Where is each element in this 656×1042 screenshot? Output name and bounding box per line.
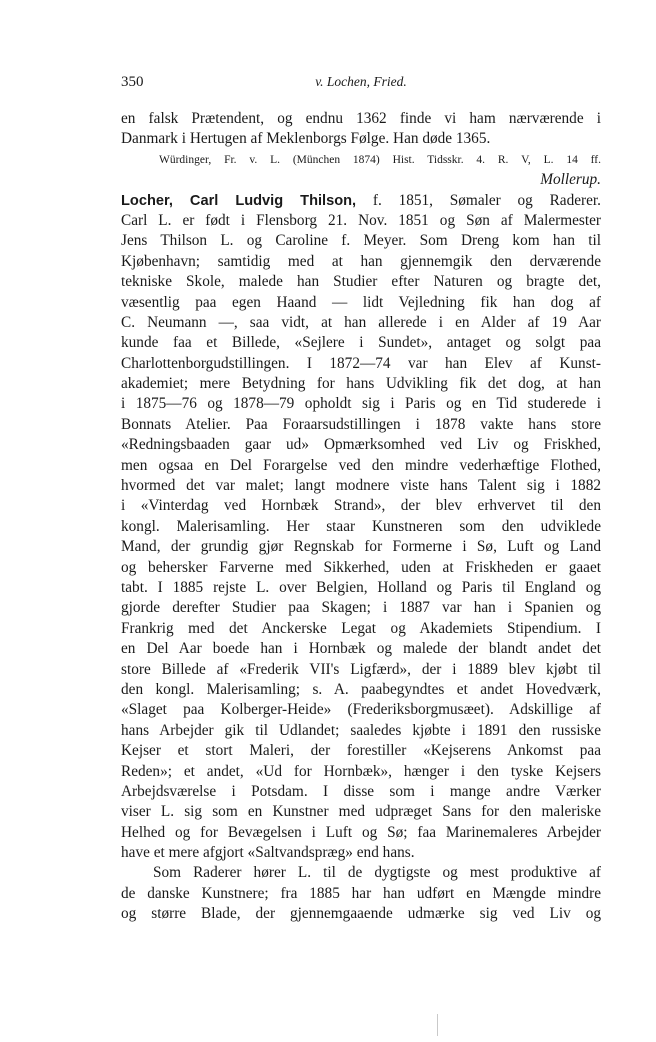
text-line: viser L. sig som en Kunstner med udpræget Sans for den maleriske <box>121 803 601 821</box>
text-line: i 1875—76 og 1878—79 opholdt sig i Paris og en Tid studerede i <box>121 395 601 413</box>
running-head: v. Lochen, Fried. <box>315 74 407 89</box>
text-line: gjorde derefter Studier paa Skagen; i 1887 var han i Spanien og <box>121 599 601 617</box>
text-line: væsentlig paa egen Haand — lidt Vejledning fik han dog af <box>121 293 601 311</box>
scan-mark <box>437 1014 438 1036</box>
author-signature: Mollerup. <box>540 171 601 189</box>
text-line: den kongl. Malerisamling; s. A. paabegyndtes et andet Hovedværk, <box>121 680 601 698</box>
text-line: tabt. I 1885 rejste L. over Belgien, Holland og Paris til England og <box>121 578 601 596</box>
text-line: en falsk Prætendent, og endnu 1362 finde vi ham nærværende i <box>121 110 601 127</box>
text-line: «Redningsbaaden gaar ud» Opmærksomhed ved Liv og Friskhed, <box>121 436 601 454</box>
entry-first-line <box>121 191 601 211</box>
text-line: Mand, der grundig gjør Regnskab for Formerne i Sø, Luft og Land <box>121 538 601 556</box>
text-line: men ogsaa en Del Forargelse ved den mindre vederhæftige Flothed, <box>121 456 601 474</box>
text-line: Jens Thilson L. og Caroline f. Meyer. Som Dreng kom han til <box>121 232 601 250</box>
text-line: Arbejdsværelse i Potsdam. I disse som i mange andre Værker <box>121 782 601 800</box>
text-line: kongl. Malerisamling. Her staar Kunstneren som den udviklede <box>121 517 601 535</box>
bibliographic-reference: Würdinger, Fr. v. L. (München 1874) Hist. Tidsskr. 4. R. V, L. 14 ff. <box>159 153 601 166</box>
text-line: Reden»; et andet, «Ud for Hornbæk», hænger i den tyske Kejsers <box>121 762 601 780</box>
text-line: Bonnats Atelier. Paa Foraarsudstillingen i 1878 vakte hans store <box>121 415 601 433</box>
text-line: C. Neumann —, saa vidt, at han allerede i en Alder af 19 Aar <box>121 313 601 331</box>
text-line: Helhed og for Bevægelsen i Luft og Sø; faa Marinemaleres Arbejder <box>121 823 601 841</box>
text-line: og behersker Farverne med Sikkerhed, uden at Friskheden er gaaet <box>121 558 601 576</box>
entry-headword: Locher, Carl Ludvig Thilson, <box>121 192 357 209</box>
text-line: Som Raderer hører L. til de dygtigste og mest produktive af <box>153 864 601 882</box>
text-line: de danske Kunstnere; fra 1885 har han udført en Mængde mindre <box>121 884 601 902</box>
text-line: Charlottenborgudstillingen. I 1872—74 var han Elev af Kunst- <box>121 354 601 372</box>
text-line: hans Arbejder gik til Udlandet; saaledes kjøbte i 1891 den russiske <box>121 721 601 739</box>
text-line: i «Vinterdag ved Hornbæk Strand», der blev erhvervet til den <box>121 497 601 515</box>
page-body <box>121 109 601 925</box>
text-line: tekniske Skole, malede han Studier efter Naturen og bragte det, <box>121 273 601 291</box>
text-line: Kejser et stort Maleri, der forestiller «Kejserens Ankomst paa <box>121 742 601 760</box>
text-line: Frankrig med det Anckerske Legat og Akademiets Stipendium. I <box>121 619 601 637</box>
text-line: akademiet; mere Betydning for hans Udvikling fik det dog, at han <box>121 375 601 393</box>
page-header <box>121 74 601 96</box>
text-line: Danmark i Hertugen af Meklenborgs Følge. Han døde 1365. <box>121 130 491 148</box>
text-line: «Slaget paa Kolberger-Heide» (Frederiksborgmusæet). Adskillige af <box>121 701 601 719</box>
text-line: Kjøbenhavn; samtidig med at han gjennemgik den derværende <box>121 252 601 270</box>
entry-first-line-text: f. 1851, Sømaler og Raderer. <box>372 191 601 209</box>
text-line: store Billede af «Frederik VII's Ligfærd», der i 1889 blev kjøbt til <box>121 660 601 678</box>
text-line: kunde faa et Billede, «Sejlere i Sundet», antaget og solgt paa <box>121 334 601 352</box>
text-line: hvormed det var malet; langt modnere viste hans Talent sig i 1882 <box>121 477 601 495</box>
text-line: og større Blade, der gjennemgaaende udmærke sig ved Liv og <box>121 905 601 923</box>
page-number: 350 <box>121 74 144 90</box>
text-line: Carl L. er født i Flensborg 21. Nov. 1851 og Søn af Malermester <box>121 211 601 229</box>
text-line: en Del Aar boede han i Hornbæk og malede der blandt andet det <box>121 640 601 658</box>
text-line: have et mere afgjort «Saltvandspræg» end hans. <box>121 844 415 862</box>
